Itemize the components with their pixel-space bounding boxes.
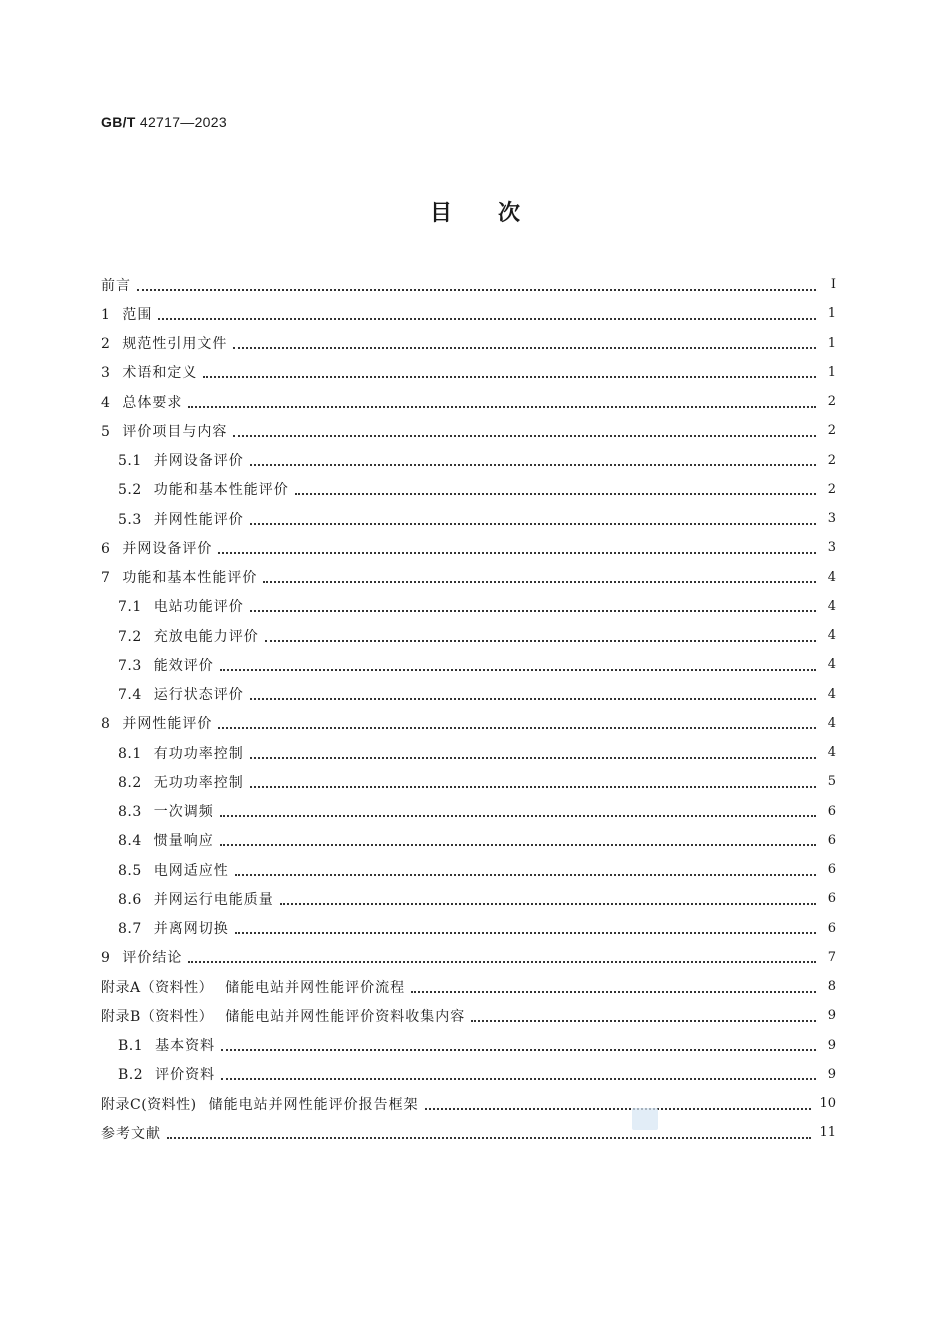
- toc-entry-title: 前言: [101, 277, 131, 294]
- toc-entry-page: 8: [827, 979, 836, 995]
- toc-entry[interactable]: [101, 884, 836, 913]
- toc-leader-dots: [220, 830, 816, 846]
- toc-leader-dots: [250, 596, 816, 612]
- toc-entry[interactable]: [101, 914, 836, 943]
- toc-entry-number: 附录C(资料性): [101, 1096, 197, 1113]
- toc-entry-title: 功能和基本性能评价: [153, 482, 289, 499]
- toc-entry-page: 6: [827, 862, 836, 878]
- toc-leader-dots: [220, 801, 816, 817]
- toc-entry-page: 4: [827, 598, 836, 614]
- toc-entry-label: [118, 655, 220, 675]
- toc-entry-number: 附录A（资料性）: [101, 979, 214, 996]
- standard-prefix: GB/T: [101, 114, 136, 130]
- toc-leader-dots: [250, 772, 816, 788]
- standard-number: 42717—2023: [139, 114, 227, 130]
- toc-entry-title: 一次调频: [153, 804, 214, 821]
- toc-entry-page: Ⅰ: [830, 277, 836, 293]
- toc-leader-dots: [250, 509, 816, 525]
- toc-entry-page: 6: [827, 832, 836, 848]
- toc-entry-page: 5: [827, 774, 836, 790]
- toc-entry-title: 有功功率控制: [153, 745, 244, 762]
- toc-entry-number: 5.2: [118, 482, 142, 499]
- toc-leader-dots: [250, 743, 816, 759]
- toc-entry[interactable]: [101, 592, 836, 621]
- toc-entry[interactable]: [101, 709, 836, 738]
- toc-leader-dots: [218, 538, 816, 554]
- toc-leader-dots: [218, 713, 816, 729]
- toc-entry-page: 11: [819, 1125, 836, 1141]
- toc-entry-label: [101, 567, 263, 587]
- toc-leader-dots: [250, 450, 816, 466]
- toc-entry-label: [118, 1064, 221, 1084]
- toc-leader-dots: [233, 421, 816, 437]
- toc-entry-title: 术语和定义: [122, 365, 198, 382]
- toc-entry-title: 能效评价: [153, 657, 214, 674]
- toc-entry-number: 8.6: [118, 891, 142, 908]
- toc-leader-dots: [235, 918, 816, 934]
- toc-leader-dots: [158, 304, 816, 320]
- toc-entry[interactable]: [101, 1118, 836, 1147]
- toc-entry[interactable]: [101, 650, 836, 679]
- toc-leader-dots: [203, 362, 816, 378]
- toc-leader-dots: [233, 333, 816, 349]
- toc-entry[interactable]: [101, 943, 836, 972]
- toc-entry-number: 9: [101, 950, 111, 967]
- toc-entry-title: 并网设备评价: [153, 453, 244, 470]
- toc-entry-number: 8.2: [118, 774, 142, 791]
- toc-entry-title: 充放电能力评价: [153, 628, 259, 645]
- toc-entry-label: [101, 1006, 471, 1026]
- toc-entry-number: 3: [101, 365, 111, 382]
- toc-entry-label: [118, 889, 280, 909]
- toc-entry-number: 7: [101, 570, 111, 587]
- toc-entry-title: 基本资料: [155, 1038, 216, 1055]
- toc-entry[interactable]: [101, 475, 836, 504]
- toc-entry[interactable]: [101, 738, 836, 767]
- toc-entry-page: 7: [827, 949, 836, 965]
- toc-entry-label: [118, 860, 235, 880]
- toc-entry[interactable]: [101, 563, 836, 592]
- watermark-logo: [632, 1108, 658, 1130]
- toc-entry-number: 7.1: [118, 599, 142, 616]
- toc-entry-label: [118, 596, 250, 616]
- toc-entry-number: 7.3: [118, 657, 142, 674]
- toc-entry[interactable]: [101, 446, 836, 475]
- toc-entry-number: 5.3: [118, 511, 142, 528]
- toc-entry[interactable]: [101, 270, 836, 299]
- toc-entry-title: 惯量响应: [153, 833, 214, 850]
- toc-entry-label: [101, 421, 233, 441]
- toc-leader-dots: [221, 1035, 816, 1051]
- table-of-contents: [101, 270, 836, 1148]
- toc-entry-title: 范围: [122, 306, 153, 323]
- toc-entry-label: [101, 275, 137, 295]
- toc-entry-page: 6: [827, 891, 836, 907]
- toc-leader-dots: [250, 684, 816, 700]
- toc-entry-label: [118, 684, 250, 704]
- toc-leader-dots: [280, 889, 816, 905]
- toc-leader-dots: [220, 655, 816, 671]
- toc-entry[interactable]: [101, 1001, 836, 1030]
- toc-entry[interactable]: [101, 680, 836, 709]
- toc-entry[interactable]: [101, 1060, 836, 1089]
- toc-entry-title: 储能电站并网性能评价报告框架: [208, 1096, 419, 1113]
- toc-leader-dots: [188, 392, 816, 408]
- toc-entry-title: 总体要求: [122, 394, 183, 411]
- toc-entry-page: 2: [827, 394, 836, 410]
- toc-entry[interactable]: [101, 358, 836, 387]
- toc-entry-title: 评价项目与内容: [122, 423, 228, 440]
- toc-leader-dots: [471, 1006, 816, 1022]
- toc-entry-page: 4: [827, 745, 836, 761]
- toc-entry[interactable]: [101, 329, 836, 358]
- toc-entry-page: 6: [827, 803, 836, 819]
- toc-entry-title: 电网适应性: [153, 862, 229, 879]
- toc-leader-dots: [221, 1064, 816, 1080]
- toc-entry-label: [101, 304, 158, 324]
- toc-entry-page: 4: [827, 686, 836, 702]
- toc-entry-number: B.1: [118, 1038, 144, 1055]
- toc-entry-title: 规范性引用文件: [122, 336, 228, 353]
- toc-entry-page: 3: [827, 540, 836, 556]
- toc-entry-page: 4: [827, 569, 836, 585]
- toc-entry-page: 2: [827, 481, 836, 497]
- toc-entry-label: [101, 1123, 167, 1143]
- toc-entry-label: [101, 1094, 425, 1114]
- toc-entry-label: [101, 362, 203, 382]
- toc-entry-number: 5: [101, 423, 111, 440]
- toc-entry-title: 储能电站并网性能评价资料收集内容: [225, 1008, 466, 1025]
- toc-entry-page: 9: [827, 1008, 836, 1024]
- toc-leader-dots: [295, 479, 816, 495]
- toc-entry[interactable]: [101, 533, 836, 562]
- toc-entry-label: [118, 918, 235, 938]
- toc-entry-title: 无功功率控制: [153, 774, 244, 791]
- toc-entry[interactable]: [101, 387, 836, 416]
- toc-entry-number: 8.1: [118, 745, 142, 762]
- toc-entry-number: B.2: [118, 1067, 144, 1084]
- toc-entry-label: [118, 830, 220, 850]
- toc-entry-title: 电站功能评价: [153, 599, 244, 616]
- toc-leader-dots: [235, 860, 816, 876]
- toc-entry-page: 2: [827, 423, 836, 439]
- toc-entry[interactable]: [101, 1089, 836, 1118]
- toc-entry-title: 评价结论: [122, 950, 183, 967]
- toc-entry[interactable]: [101, 299, 836, 328]
- toc-leader-dots: [137, 275, 816, 291]
- toc-entry-number: 6: [101, 540, 111, 557]
- toc-entry-label: [101, 947, 188, 967]
- page-title: 目次: [429, 201, 566, 226]
- toc-entry-label: [118, 450, 250, 470]
- toc-entry-number: 1: [101, 306, 111, 323]
- toc-entry-label: [118, 509, 250, 529]
- toc-entry-title: 运行状态评价: [153, 687, 244, 704]
- toc-entry-number: 8.3: [118, 804, 142, 821]
- toc-entry[interactable]: [101, 855, 836, 884]
- toc-entry-title: 并网设备评价: [122, 540, 213, 557]
- toc-entry[interactable]: [101, 767, 836, 796]
- toc-entry-label: [118, 743, 250, 763]
- toc-entry-page: 4: [827, 715, 836, 731]
- toc-entry-number: 2: [101, 336, 111, 353]
- toc-entry-page: 1: [827, 335, 836, 351]
- toc-entry-label: [118, 479, 295, 499]
- toc-entry-title: 并网性能评价: [122, 716, 213, 733]
- toc-entry[interactable]: [101, 826, 836, 855]
- toc-entry-number: 7.2: [118, 628, 142, 645]
- toc-leader-dots: [411, 977, 816, 993]
- toc-entry-label: [101, 333, 233, 353]
- toc-entry-page: 1: [827, 364, 836, 380]
- toc-entry-number: 4: [101, 394, 111, 411]
- toc-entry-number: 附录B（资料性）: [101, 1008, 214, 1025]
- toc-leader-dots: [425, 1094, 812, 1110]
- toc-leader-dots: [265, 626, 816, 642]
- toc-entry-number: 8.5: [118, 862, 142, 879]
- toc-entry-number: 8.4: [118, 833, 142, 850]
- toc-entry-number: 8: [101, 716, 111, 733]
- toc-entry-label: [101, 977, 411, 997]
- toc-entry-page: 1: [827, 306, 836, 322]
- toc-entry-label: [118, 772, 250, 792]
- toc-entry[interactable]: [101, 504, 836, 533]
- toc-entry-title: 并离网切换: [153, 921, 229, 938]
- toc-entry-label: [118, 1035, 221, 1055]
- toc-entry-page: 9: [827, 1066, 836, 1082]
- toc-entry-number: 8.7: [118, 921, 142, 938]
- toc-entry-title: 储能电站并网性能评价流程: [225, 979, 406, 996]
- toc-entry-label: [118, 801, 220, 821]
- toc-entry-title: 功能和基本性能评价: [122, 570, 258, 587]
- toc-entry[interactable]: [101, 621, 836, 650]
- toc-entry-label: [101, 392, 188, 412]
- toc-entry[interactable]: [101, 972, 836, 1001]
- toc-entry-page: 6: [827, 920, 836, 936]
- toc-entry-title: 并网运行电能质量: [153, 891, 274, 908]
- toc-leader-dots: [167, 1123, 811, 1139]
- toc-entry-label: [118, 626, 265, 646]
- toc-entry-number: 7.4: [118, 687, 142, 704]
- toc-entry-title: 并网性能评价: [153, 511, 244, 528]
- toc-entry[interactable]: [101, 797, 836, 826]
- toc-entry-page: 4: [827, 657, 836, 673]
- toc-entry-label: [101, 713, 218, 733]
- toc-entry-title: 评价资料: [155, 1067, 216, 1084]
- standard-code: [101, 114, 227, 130]
- toc-entry[interactable]: [101, 416, 836, 445]
- toc-entry-page: 9: [827, 1037, 836, 1053]
- toc-leader-dots: [263, 567, 816, 583]
- toc-entry[interactable]: [101, 1031, 836, 1060]
- toc-entry-page: 3: [827, 511, 836, 527]
- toc-entry-page: 2: [827, 452, 836, 468]
- toc-entry-title: 参考文献: [101, 1125, 161, 1142]
- toc-entry-label: [101, 538, 218, 558]
- toc-entry-number: 5.1: [118, 453, 142, 470]
- toc-leader-dots: [188, 947, 816, 963]
- toc-entry-page: 4: [827, 628, 836, 644]
- toc-entry-page: 10: [819, 1096, 836, 1112]
